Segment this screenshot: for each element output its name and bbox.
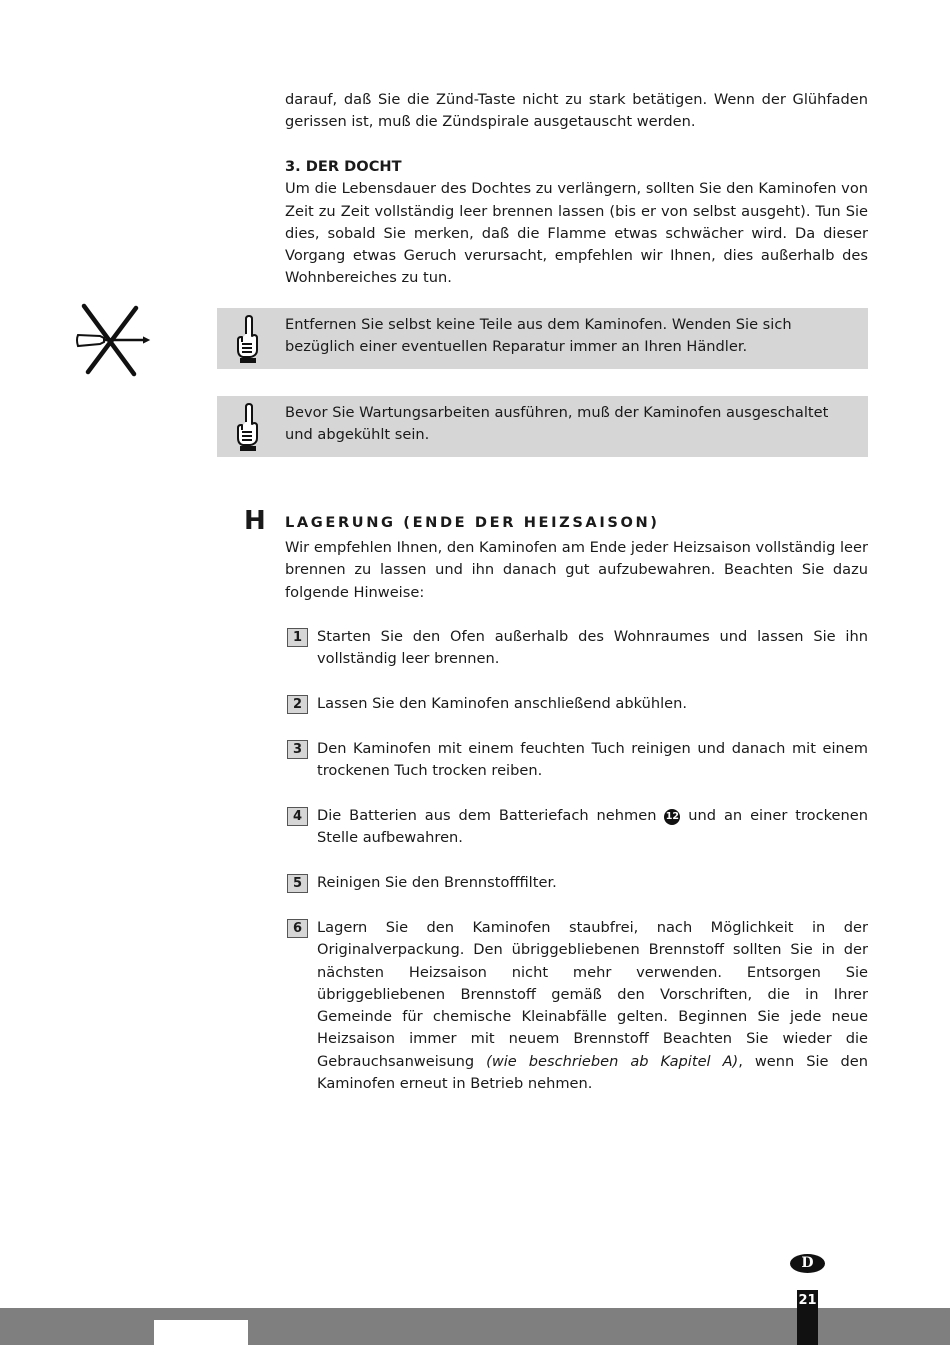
notice-box xyxy=(217,396,868,457)
step-text xyxy=(317,917,868,1095)
list-item xyxy=(287,917,868,1095)
step-text-part: Die Batterien aus dem Batteriefach nehmen xyxy=(317,807,657,824)
step-text-italic: (wie beschrieben ab Kapitel A) xyxy=(486,1052,739,1070)
section-intro: Wir empfehlen Ihnen, den Kaminofen am Ende jeder Heizsaison vollständig leer brennen zu lassen und ihn danach gut aufzubewahren. Beachten Sie dazu folgende Hinweise: xyxy=(285,539,868,601)
docht-section xyxy=(285,156,868,290)
reference-number-badge: 12 xyxy=(664,809,680,825)
pointing-hand-icon xyxy=(233,314,263,364)
step-text: Lassen Sie den Kaminofen anschließend abkühlen. xyxy=(317,695,688,712)
step-text xyxy=(317,805,868,850)
intro-text: darauf, daß Sie die Zünd-Taste nicht zu stark betätigen. Wenn der Glühfaden gerissen ist, muß die Zündspirale ausgetauscht werden. xyxy=(285,91,868,131)
step-number: 1 xyxy=(287,628,308,647)
step-number: 6 xyxy=(287,919,308,938)
section-title: LAGERUNG (ENDE DER HEIZSAISON) xyxy=(285,514,660,531)
docht-heading: 3. DER DOCHT xyxy=(285,158,402,175)
list-item xyxy=(287,872,868,894)
step-text: Starten Sie den Ofen außerhalb des Wohnraumes und lassen Sie ihn vollständig leer brennen. xyxy=(317,628,868,668)
notice-box xyxy=(217,308,868,369)
section-intro-block xyxy=(285,537,868,604)
step-text-part: und an einer trockenen Stelle aufbewahren. xyxy=(317,807,868,847)
docht-text: Um die Lebensdauer des Dochtes zu verlängern, sollten Sie den Kaminofen von Zeit zu Zeit vollständig leer brennen lassen (bis er von selbst ausgeht). Tun Sie dies, sobald Sie merken, daß die Flamme etwas schwächer wird. Da dieser Vorgang etwas Geruch verursacht, empfehlen wir Ihnen, dies außerhalb des Wohnbereiches zu tun. xyxy=(285,180,868,287)
footer-blank-block xyxy=(154,1320,248,1345)
step-number: 2 xyxy=(287,695,308,714)
language-badge: D xyxy=(790,1254,825,1273)
page-number: 21 xyxy=(797,1290,818,1345)
list-item xyxy=(287,626,868,671)
notice-text: Bevor Sie Wartungsarbeiten ausführen, muß der Kaminofen ausgeschaltet und abgekühlt sein. xyxy=(285,404,829,444)
list-item xyxy=(287,693,868,715)
step-text: Den Kaminofen mit einem feuchten Tuch reinigen und danach mit einem trockenen Tuch trocken reiben. xyxy=(317,740,868,780)
pointing-hand-icon xyxy=(233,402,263,452)
list-item xyxy=(287,738,868,783)
step-number: 5 xyxy=(287,874,308,893)
step-text-part: , wenn Sie den Kaminofen erneut in Betrieb nehmen. xyxy=(317,1052,868,1093)
list-item xyxy=(287,805,868,850)
notice-text: Entfernen Sie selbst keine Teile aus dem Kaminofen. Wenden Sie sich bezüglich einer eventuellen Reparatur immer an Ihren Händler. xyxy=(285,316,792,356)
section-letter: H xyxy=(244,506,266,536)
crossed-screwdriver-icon xyxy=(70,302,152,378)
step-number: 3 xyxy=(287,740,308,759)
step-text: Reinigen Sie den Brennstofffilter. xyxy=(317,874,557,891)
step-text-part: Lagern Sie den Kaminofen staubfrei, nach Möglichkeit in der Originalverpackung. Den übriggebliebenen Brennstoff sollten Sie in der nächsten Heizsaison nicht mehr verwenden. Entsorgen Sie übriggebliebenen Brennstoff gemäß den Vorschriften, die in Ihrer Gemeinde für chemische Kleinabfälle gelten. Beginnen Sie jede neue Heizsaison immer mit neuem Brennstoff Beachten Sie wieder die Gebrauchsanweisung xyxy=(317,919,868,1070)
intro-block xyxy=(285,89,868,134)
step-number: 4 xyxy=(287,807,308,826)
